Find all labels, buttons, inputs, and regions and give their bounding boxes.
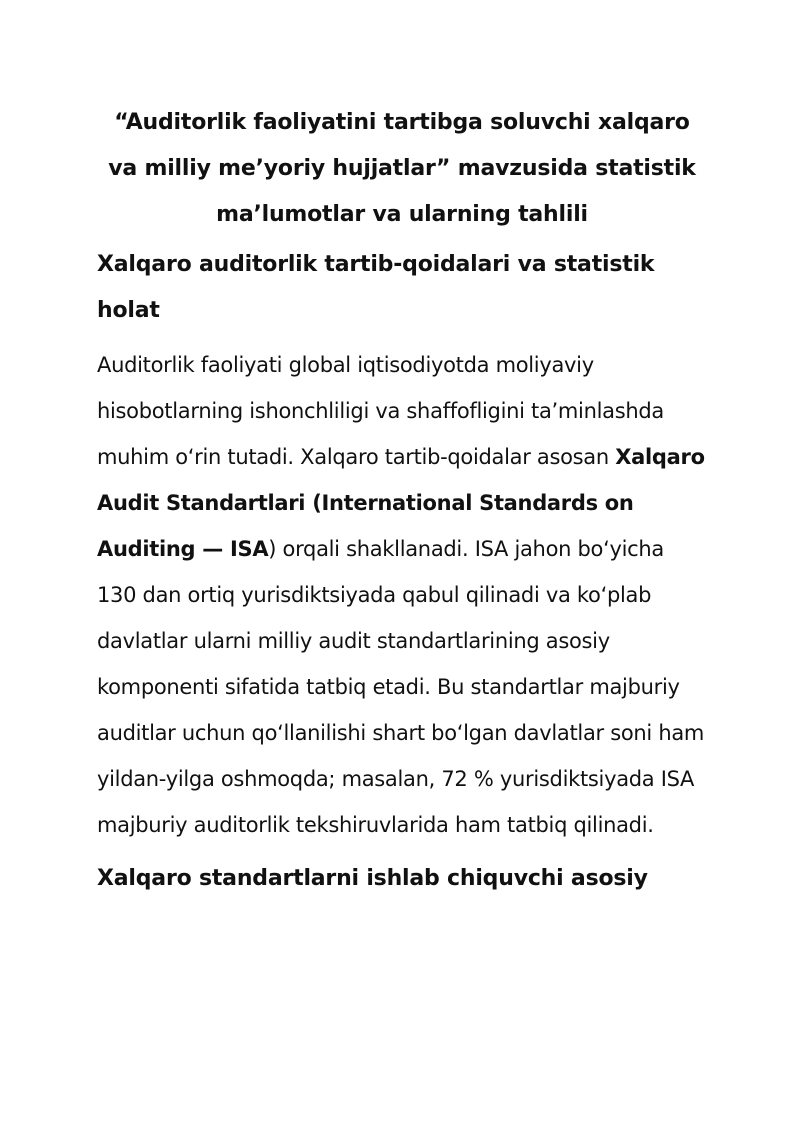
paragraph-bold-isa: Xalqaro Audit Standartlari (International Standards on Auditing — ISA <box>97 445 705 561</box>
paragraph-text-after: ) orqali shakllanadi. ISA jahon bo‘yicha 130 dan ortiq yurisdiktsiyada qabul qilinadi va ko‘plab davlatlar ularni milliy audit standartlarining asosiy komponenti sifatida tatbiq etadi. Bu standartlar majburiy auditlar uchun qo‘llanilishi shart bo‘lgan davlatlar soni ham yildan-yilga oshmoqda; masalan, 72 % yurisdiktsiyada ISA majburiy auditorlik tekshiruvlarida ham tatbiq qilinadi. <box>97 537 705 837</box>
section-paragraph-international-audit <box>97 342 707 848</box>
section-heading-standard-setters: Xalqaro standartlarni ishlab chiquvchi asosiy <box>97 866 648 891</box>
document-title: “Auditorlik faoliyatini tartibga soluvchi xalqaro va milliy me’yoriy hujjatlar” mavzusida statistik ma’lumotlar va ularning tahlili <box>108 110 696 227</box>
paragraph-text-before: Auditorlik faoliyati global iqtisodiyotda moliyaviy hisobotlarning ishonchliligi va shaffofligini ta’minlashda muhim o‘rin tutadi. Xalqaro tartib-qoidalar asosan <box>97 353 664 469</box>
document-page <box>97 100 707 902</box>
section-heading-international-audit: Xalqaro auditorlik tartib-qoidalari va statistik holat <box>97 252 655 323</box>
